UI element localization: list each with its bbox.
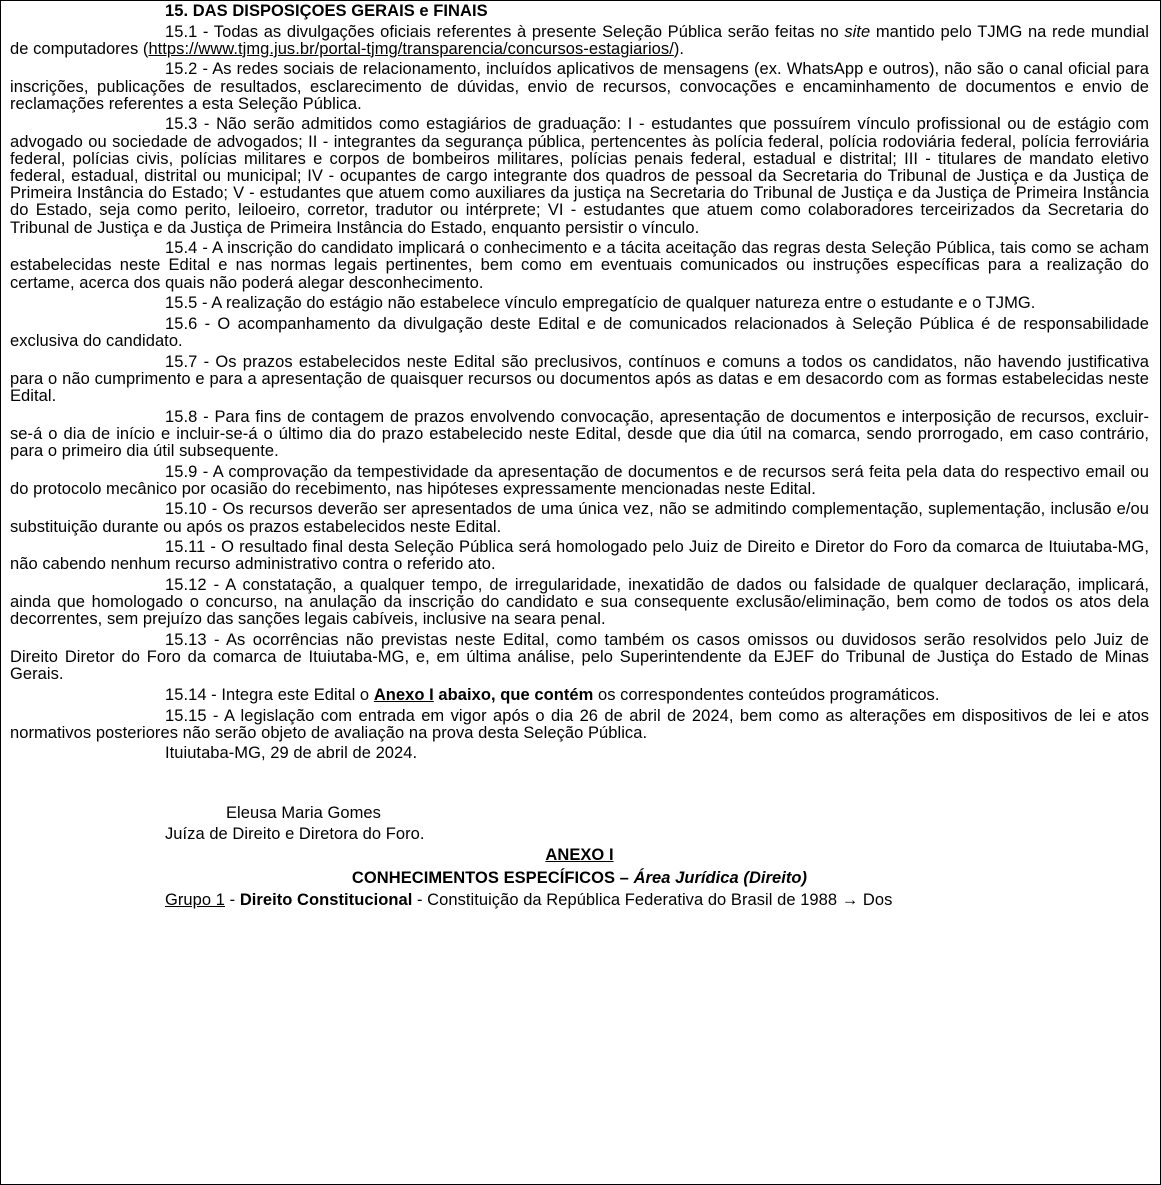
- paragraph-15-7: 15.7 - Os prazos estabelecidos neste Edital são preclusivos, contínuos e comuns a todos os candidatos, não havendo justificativa para o não cumprimento e para a apresentação de quaisquer recursos ou documentos após as datas e em desacordo com as formas estabelecidas neste Edital.: [10, 352, 1149, 405]
- paragraph-15-1-text-b: mantido pelo TJMG na rede mundial de computadores (: [10, 22, 1149, 58]
- paragraph-15-2: 15.2 - As redes sociais de relacionamento, incluídos aplicativos de mensagens (ex. WhatsApp e outros), não são o canal oficial para inscrições, publicações de resultados, esclarecimento de dúvidas, envio de recursos, convocações e encaminhamento de documentos e envio de reclamações referentes a esta Seleção Pública.: [10, 60, 1149, 113]
- document-body: [10, 1, 1149, 913]
- group-1-text: - Constituição da República Federativa do Brasil de 1988 → Dos: [412, 891, 893, 910]
- paragraph-15-1: [10, 24, 1149, 58]
- paragraph-15-6: 15.6 - O acompanhamento da divulgação deste Edital e de comunicados relacionados à Seleção Pública é de responsabilidade exclusiva do candidato.: [10, 314, 1149, 350]
- paragraph-15-13: 15.13 - As ocorrências não previstas neste Edital, como também os casos omissos ou duvidosos serão resolvidos pelo Juiz de Direito Diretor do Foro da comarca de Ituiutaba-MG, e, em última análise, pelo Superintendente da EJEF do Tribunal de Justiça do Estado de Minas Gerais.: [10, 630, 1149, 684]
- group-1-line: [10, 892, 1149, 909]
- signer-title: Juíza de Direito e Diretora do Foro.: [165, 824, 425, 843]
- paragraph-15-14-text-a: 15.14 - Integra este Edital o: [165, 685, 374, 704]
- annex-subtitle-italic: Área Jurídica (Direito): [633, 868, 808, 887]
- anexo-i-reference: Anexo I: [373, 685, 434, 704]
- group-1-sep: -: [224, 891, 240, 910]
- annex-title: ANEXO I: [545, 845, 614, 864]
- paragraph-15-10: 15.10 - Os recursos deverão ser apresentados de uma única vez, não se admitindo complementação, suplementação, inclusão e/ou substituição durante ou após os prazos estabelecidos neste Edital.: [10, 500, 1149, 536]
- annex-subtitle-bold: CONHECIMENTOS ESPECÍFICOS –: [351, 868, 634, 887]
- date-line: Ituiutaba-MG, 29 de abril de 2024.: [165, 744, 418, 763]
- paragraph-15-15: 15.15 - A legislação com entrada em vigor após o dia 26 de abril de 2024, bem como as alterações em dispositivos de lei e atos normativos posteriores não serão objeto de avaliação na prova desta Seleção Pública.: [10, 706, 1149, 742]
- group-1-subject: Direito Constitucional: [239, 891, 413, 910]
- paragraph-15-14: [10, 687, 1149, 704]
- paragraph-15-14-bold: abaixo, que contém: [433, 685, 594, 704]
- paragraph-15-8: 15.8 - Para fins de contagem de prazos envolvendo convocação, apresentação de documentos e interposição de recursos, excluir-se-á o dia de início e incluir-se-á o último dia do prazo estabelecido neste Edital, desde que dia útil na comarca, sendo prorrogado, em caso contrário, para o primeiro dia útil subsequente.: [10, 407, 1149, 460]
- paragraph-15-14-text-c: os correspondentes conteúdos programáticos.: [593, 685, 940, 704]
- annex-subtitle: [10, 870, 1149, 887]
- paragraph-15-4: 15.4 - A inscrição do candidato implicará o conhecimento e a tácita aceitação das regras desta Seleção Pública, tais como se acham estabelecidas neste Edital e nas normas legais pertinentes, bem como em eventuais comunicados ou instruções específicas para a realização do certame, acerca dos quais não poderá alegar desconhecimento.: [10, 239, 1149, 292]
- paragraph-15-12: 15.12 - A constatação, a qualquer tempo, de irregularidade, inexatidão de dados ou falsidade de qualquer declaração, implicará, ainda que homologado o concurso, na anulação da inscrição do candidato e sua consequente exclusão/eliminação, bem como de todos os atos dela decorrentes, sem prejuízo das sanções legais cabíveis, inclusive na seara penal.: [10, 575, 1149, 629]
- paragraph-15-11: 15.11 - O resultado final desta Seleção Pública será homologado pelo Juiz de Direito e Diretor do Foro da comarca de Ituiutaba-MG, não cabendo nenhum recurso administrativo contra o referido ato.: [10, 538, 1149, 574]
- paragraph-15-3: 15.3 - Não serão admitidos como estagiários de graduação: I - estudantes que possuírem vínculo profissional ou de estágio com advogado ou sociedade de advogados; II - integrantes da segurança pública, pertencentes às polícia federal, polícia rodoviária federal, polícia ferroviária federal, polícias civis, polícias militares e corpos de bombeiros militares, polícias penais federal, estadual e distrital; III - titulares de mandato eletivo federal, estadual, distrital ou municipal; IV - ocupantes de cargo integrante dos quadros de pessoal da Secretaria do Tribunal de Justiça e da Justiça de Primeira Instância do Estado; V - estudantes que atuem como auxiliares da justiça na Secretaria do Tribunal de Justiça e da Justiça de Primeira Instância do Estado, seja como perito, leiloeiro, corretor, tradutor ou intérprete; VI - estudantes que atuem como colaboradores terceirizados da Secretaria do Tribunal de Justiça e da Justiça de Primeira Instância do Estado, enquanto persistir o vínculo.: [10, 115, 1149, 237]
- tjmg-concursos-link[interactable]: https://www.tjmg.jus.br/portal-tjmg/transparencia/concursos-estagiarios/: [148, 39, 674, 58]
- paragraph-15-1-text-a: 15.1 - Todas as divulgações oficiais referentes à presente Seleção Pública serão feitas no: [165, 22, 845, 41]
- signer-name: Eleusa Maria Gomes: [226, 803, 381, 822]
- group-1-label: Grupo 1: [165, 891, 225, 910]
- paragraph-15-5: 15.5 - A realização do estágio não estabelece vínculo empregatício de qualquer natureza entre o estudante e o TJMG.: [165, 294, 1036, 313]
- paragraph-15-1-text-c: ).: [673, 39, 685, 58]
- paragraph-15-9: 15.9 - A comprovação da tempestividade da apresentação de documentos e de recursos será feita pela data do respectivo email ou do protocolo mecânico por ocasião do recebimento, nas hipóteses expressamente mencionadas neste Edital.: [10, 462, 1149, 498]
- signature-gap: [10, 766, 1149, 802]
- paragraph-15-1-site-word: site: [844, 22, 871, 41]
- section-title: 15. DAS DISPOSIÇOES GERAIS e FINAIS: [165, 2, 488, 20]
